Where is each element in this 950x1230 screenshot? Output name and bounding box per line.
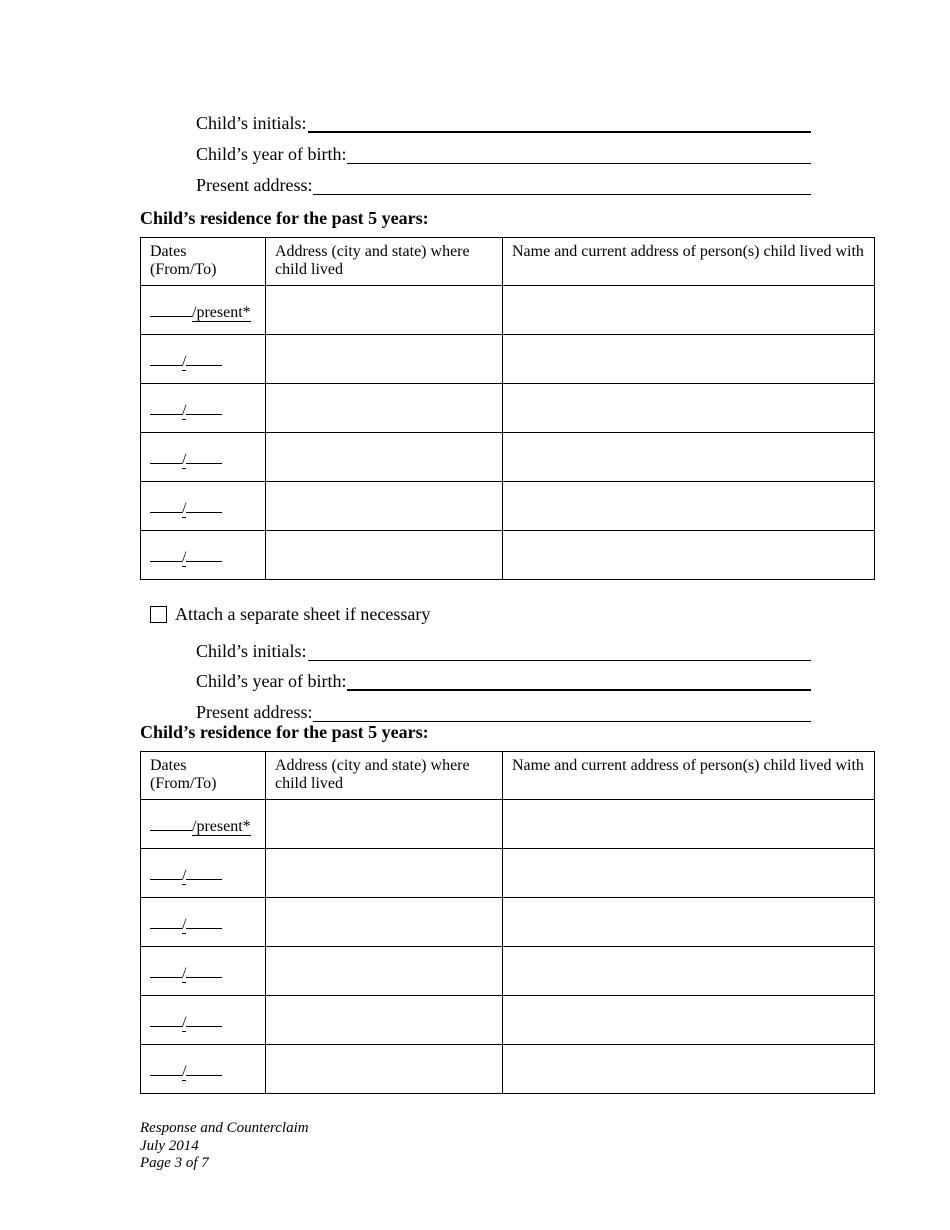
present-address-field-1[interactable] (196, 173, 811, 195)
date-separator: / (182, 1013, 187, 1031)
footer-date: July 2014 (140, 1137, 199, 1154)
date-separator: / (182, 915, 187, 933)
address-cell[interactable] (266, 531, 503, 580)
date-separator: / (182, 964, 187, 982)
table-row (141, 996, 875, 1045)
residence-table-2 (140, 751, 875, 1094)
person-cell[interactable] (503, 800, 875, 849)
footer-form-name: Response and Counterclaim (140, 1120, 309, 1136)
child-initials-label: Child’s initials: (196, 641, 307, 661)
child-year-of-birth-input[interactable] (347, 671, 811, 691)
address-cell[interactable] (266, 482, 503, 531)
child-initials-field-1[interactable] (196, 111, 811, 133)
attach-sheet-checkbox[interactable] (150, 606, 167, 623)
person-cell[interactable] (503, 433, 875, 482)
child-initials-input[interactable] (308, 113, 811, 133)
date-cell[interactable] (141, 947, 266, 996)
child-initials-field-2[interactable] (196, 639, 811, 661)
child-initials-input[interactable] (308, 642, 811, 661)
date-cell[interactable] (141, 531, 266, 580)
header-person: Name and current address of person(s) child lived with (503, 238, 875, 286)
residence-heading-2: Child’s residence for the past 5 years: (140, 722, 429, 742)
table-row (141, 531, 875, 580)
address-cell[interactable] (266, 849, 503, 898)
child-year-of-birth-field-2[interactable] (196, 669, 811, 691)
present-address-input[interactable] (313, 703, 811, 722)
date-separator: / (182, 401, 187, 419)
person-cell[interactable] (503, 947, 875, 996)
date-cell[interactable] (141, 384, 266, 433)
present-address-label: Present address: (196, 175, 313, 195)
date-cell[interactable] (141, 996, 266, 1045)
date-cell[interactable] (141, 800, 266, 849)
date-cell[interactable] (141, 335, 266, 384)
table-row (141, 335, 875, 384)
date-cell[interactable] (141, 482, 266, 531)
date-separator: / (182, 450, 187, 468)
address-cell[interactable] (266, 384, 503, 433)
child-year-of-birth-label: Child’s year of birth: (196, 144, 347, 164)
date-separator: / (182, 866, 187, 884)
child-year-of-birth-label: Child’s year of birth: (196, 671, 347, 691)
header-address: Address (city and state) where child lived (266, 238, 503, 286)
address-cell[interactable] (266, 898, 503, 947)
person-cell[interactable] (503, 384, 875, 433)
address-cell[interactable] (266, 947, 503, 996)
date-separator: / (182, 1062, 187, 1080)
attach-sheet-label: Attach a separate sheet if necessary (175, 603, 431, 624)
person-cell[interactable] (503, 898, 875, 947)
person-cell[interactable] (503, 996, 875, 1045)
table-row (141, 286, 875, 335)
header-dates: Dates (From/To) (141, 752, 266, 800)
person-cell[interactable] (503, 482, 875, 531)
present-address-label: Present address: (196, 702, 313, 722)
address-cell[interactable] (266, 286, 503, 335)
table-row (141, 433, 875, 482)
table-header-row (141, 752, 875, 800)
date-cell[interactable] (141, 433, 266, 482)
child-year-of-birth-field-1[interactable] (196, 142, 811, 164)
table-row (141, 898, 875, 947)
footer-page-number: Page 3 of 7 (140, 1155, 209, 1171)
person-cell[interactable] (503, 531, 875, 580)
table-row (141, 947, 875, 996)
child-initials-label: Child’s initials: (196, 113, 307, 133)
date-cell[interactable] (141, 898, 266, 947)
table-row (141, 482, 875, 531)
person-cell[interactable] (503, 286, 875, 335)
date-cell[interactable] (141, 286, 266, 335)
present-date-text: /present* (192, 817, 251, 835)
header-person: Name and current address of person(s) child lived with (503, 752, 875, 800)
table-header-row (141, 238, 875, 286)
date-separator: / (182, 548, 187, 566)
date-separator: / (182, 352, 187, 370)
table-row (141, 849, 875, 898)
header-address: Address (city and state) where child lived (266, 752, 503, 800)
date-cell[interactable] (141, 1045, 266, 1094)
residence-table-1 (140, 237, 875, 580)
table-row (141, 384, 875, 433)
person-cell[interactable] (503, 1045, 875, 1094)
page-footer (140, 1120, 309, 1173)
address-cell[interactable] (266, 800, 503, 849)
present-date-text: /present* (192, 303, 251, 321)
date-cell[interactable] (141, 849, 266, 898)
person-cell[interactable] (503, 335, 875, 384)
present-address-field-2[interactable] (196, 700, 811, 722)
header-dates: Dates (From/To) (141, 238, 266, 286)
address-cell[interactable] (266, 335, 503, 384)
residence-heading-1: Child’s residence for the past 5 years: (140, 208, 429, 228)
table-row (141, 1045, 875, 1094)
person-cell[interactable] (503, 849, 875, 898)
child-year-of-birth-input[interactable] (347, 145, 811, 164)
address-cell[interactable] (266, 433, 503, 482)
present-address-input[interactable] (313, 176, 811, 195)
address-cell[interactable] (266, 1045, 503, 1094)
attach-sheet-option[interactable] (150, 603, 430, 625)
date-separator: / (182, 499, 187, 517)
address-cell[interactable] (266, 996, 503, 1045)
table-row (141, 800, 875, 849)
